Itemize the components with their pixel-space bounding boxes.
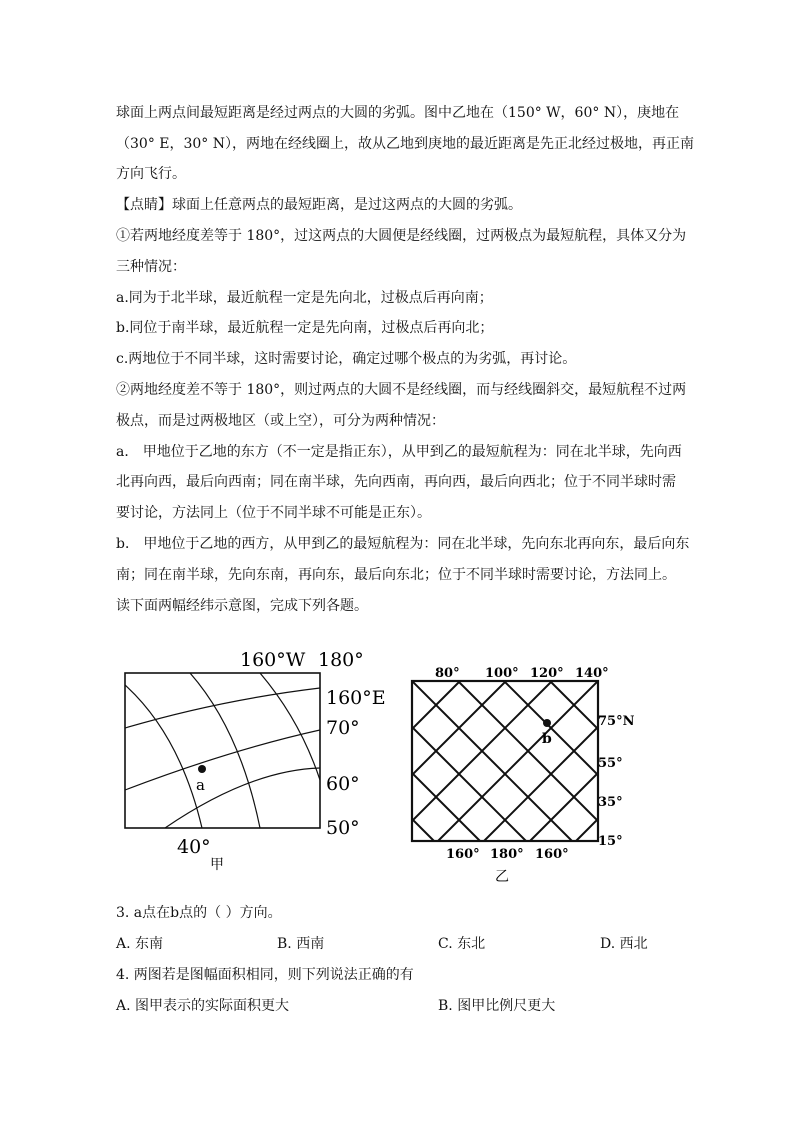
paragraph-line: （30° E，30° N），两地在经线圈上，故从乙地到庚地的最近距离是先正北经过极地，再正南 <box>116 136 694 152</box>
figure-yi-grid <box>400 655 660 890</box>
meridian-2 <box>190 673 260 828</box>
diagonal-grid <box>412 681 598 841</box>
bottom-label-180: 180° <box>490 847 524 862</box>
paragraph-line: 球面上两点间最短距离是经过两点的大圆的劣弧。图中乙地在（150° W，60° N），庚地在 <box>116 105 680 121</box>
right-label-15: 15° <box>598 834 623 849</box>
right-label-75n: 75°N <box>598 714 635 729</box>
right-label-55: 55° <box>598 756 623 771</box>
paragraph-line: 南；同在南半球，先向东南，再向东，最后向东北；位于不同半球时需要讨论，方法同上。 <box>116 567 676 583</box>
label-50: 50° <box>326 817 360 839</box>
paragraph-line: 要讨论，方法同上（位于不同半球不可能是正东）。 <box>116 505 431 521</box>
right-label-35: 35° <box>598 795 623 810</box>
point-b <box>543 719 551 727</box>
question-4-option-b[interactable]: B. 图甲比例尺更大 <box>438 998 556 1014</box>
paragraph-line: ①若两地经度差等于 180°，过这两点的大圆便是经线圈，过两极点为最短航程，具体又分为 <box>116 228 687 244</box>
question-3-option-c[interactable]: C. 东北 <box>438 936 486 952</box>
map-frame <box>125 673 320 828</box>
top-label-120: 120° <box>530 666 564 681</box>
bottom-label-160-left: 160° <box>446 847 480 862</box>
point-a <box>198 765 206 773</box>
paragraph-line: 方向飞行。 <box>116 166 186 182</box>
figure-caption-yi: 乙 <box>495 869 509 885</box>
label-180: 180° <box>318 649 364 671</box>
paragraph-line: a.同为于北半球，最近航程一定是先向北，过极点后再向南； <box>116 290 493 306</box>
label-40: 40° <box>177 836 211 858</box>
question-3-stem: 3. a点在b点的（ ）方向。 <box>116 905 282 921</box>
parallel-50 <box>165 768 320 828</box>
grid-frame <box>412 681 598 841</box>
point-b-label: b <box>542 731 552 747</box>
question-4-option-a[interactable]: A. 图甲表示的实际面积更大 <box>116 998 290 1014</box>
label-160e: 160°E <box>326 687 386 709</box>
question-3-option-b[interactable]: B. 西南 <box>277 936 325 952</box>
question-4-stem: 4. 两图若是图幅面积相同，则下列说法正确的有 <box>116 967 414 983</box>
parallel-60 <box>125 730 320 790</box>
bottom-label-160-right: 160° <box>535 847 569 862</box>
parallel-70 <box>125 688 320 728</box>
question-3-option-d[interactable]: D. 西北 <box>600 936 648 952</box>
top-label-80: 80° <box>435 666 460 681</box>
point-a-label: a <box>196 776 205 794</box>
paragraph-line: a． 甲地位于乙地的东方（不一定是指正东），从甲到乙的最短航程为：同在北半球，先向西 <box>116 444 682 460</box>
top-label-100: 100° <box>485 666 519 681</box>
label-70: 70° <box>326 717 360 739</box>
paragraph-line: ②两地经度差不等于 180°，则过两点的大圆不是经线圈，而与经线圈斜交，最短航程不过两 <box>116 382 687 398</box>
label-160w: 160°W <box>240 649 306 671</box>
paragraph-line: b． 甲地位于乙地的西方，从甲到乙的最短航程为：同在北半球，先向东北再向东，最后向东 <box>116 536 690 552</box>
paragraph-line: 读下面两幅经纬示意图，完成下列各题。 <box>116 598 368 614</box>
label-60: 60° <box>326 773 360 795</box>
meridian-1 <box>125 685 202 828</box>
paragraph-line: 极点，而是过两极地区（或上空），可分为两种情况： <box>116 413 445 429</box>
figure-caption-jia: 甲 <box>210 857 224 873</box>
paragraph-line: 三种情况： <box>116 259 186 275</box>
tip-heading: 【点睛】球面上任意两点的最短距离，是过这两点的大圆的劣弧。 <box>116 197 522 213</box>
paragraph-line: b.同位于南半球，最近航程一定是先向南，过极点后再向北； <box>116 320 494 336</box>
top-label-140: 140° <box>575 666 609 681</box>
figure-jia-map <box>110 640 400 880</box>
question-3-option-a[interactable]: A. 东南 <box>116 936 164 952</box>
paragraph-line: c.两地位于不同半球，这时需要讨论，确定过哪个极点的为劣弧，再讨论。 <box>116 351 577 367</box>
paragraph-line: 北再向西，最后向西南；同在南半球，先向西南，再向西，最后向西北；位于不同半球时需 <box>116 474 676 490</box>
